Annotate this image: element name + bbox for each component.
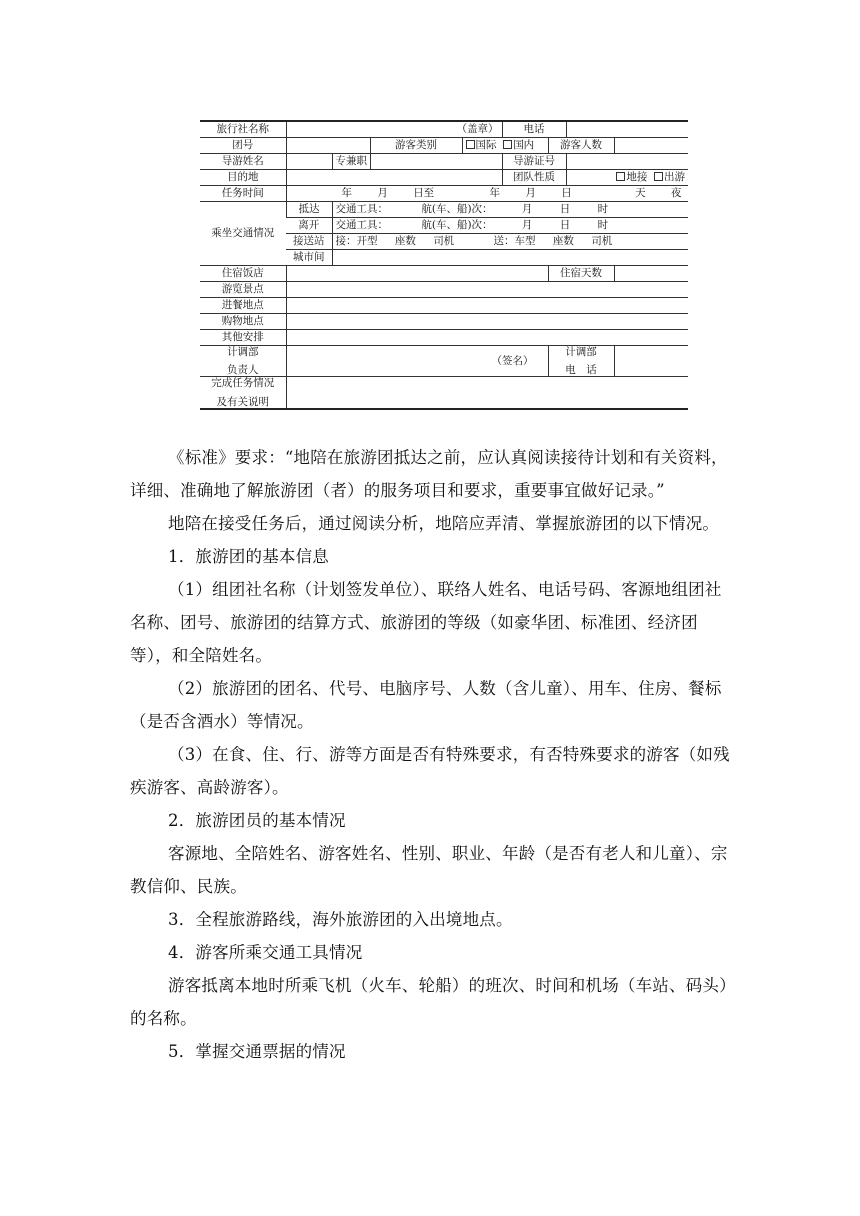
section-heading: 4．游客所乘交通工具情况 [168,943,363,962]
row-destination [200,170,688,186]
row-sights [200,282,688,298]
label-transport: 乘坐交通情况 [200,202,286,266]
label-shopping: 购物地点 [200,314,286,330]
row-agency [200,121,688,138]
value-guide-name [286,154,332,170]
text-days: 天 [635,187,646,200]
value-hotel [286,266,548,282]
value-stay-days [614,266,688,282]
row-other [200,330,688,346]
text-dispatch-head: 负责人 [227,363,259,376]
label-role: 专兼职 [332,154,370,170]
value-intercity [332,250,688,266]
text-nights: 夜 [670,187,682,200]
text-completion-note: 及有关说明 [216,395,269,408]
text-year: 年 [341,187,352,200]
value-transfer [332,234,688,250]
section-heading: 3．全程旅游路线，海外旅游团的入出境地点。 [168,910,513,929]
section-heading: 1．旅游团的基本信息 [168,547,329,566]
label-license: 导游证号 [502,154,566,170]
paragraph: 游客抵离本地时所乘飞机（火车、轮船）的班次、时间和机场（车站、码头）的名称。 [130,976,728,1028]
value-group-no [286,138,370,154]
text-hour: 时 [597,203,609,216]
text-driver: 司机 [433,235,455,248]
label-arrive: 抵达 [286,202,332,218]
label-tourist-type: 游客类别 [370,138,462,154]
row-task-time [200,186,688,202]
row-group [200,138,688,154]
row-guide [200,154,688,170]
label-destination: 目的地 [200,170,286,186]
text-tool: 交通工具： [335,203,388,216]
label-guide-name: 导游姓名 [200,154,286,170]
section-heading: 5．掌握交通票据的情况 [168,1042,346,1061]
value-sights [286,282,688,298]
text-model: 开型 [356,235,378,248]
checkbox-icon [616,172,625,181]
value-dining [286,298,688,314]
section-heading: 2．旅游团员的基本情况 [168,811,346,830]
text-tool: 交通工具： [335,219,388,232]
row-hotel [200,266,688,282]
tour-task-form [200,120,688,410]
text-pickup: 接： [335,235,357,248]
option-intl: 国际 [475,139,497,152]
label-stay-days: 住宿天数 [548,266,614,282]
label-leave: 离开 [286,218,332,234]
paragraph: （2）旅游团的团名、代号、电脑序号、人数（含儿童）、用车、住房、餐标（是否含酒水）等情况。 [130,679,722,731]
text-dispatch-dept: 计调部 [227,346,259,358]
value-phone [566,121,688,138]
checkbox-icon [503,140,512,149]
value-leave [332,218,688,234]
text-driver: 司机 [591,235,613,248]
text-day: 日 [559,203,571,216]
paragraph: 《标准》要求：“地陪在旅游团抵达之前，应认真阅读接待计划和有关资料，详细、准确地了解旅游团（者）的服务项目和要求，重要事宜做好记录。” [130,448,728,500]
text-completion: 完成任务情况 [211,377,275,390]
form-table [200,120,688,410]
value-role [370,154,502,170]
paragraph: （1）组团社名称（计划签发单位）、联络人姓名、电话号码、客源地组团社名称、团号、旅游团的结算方式、旅游团的等级（如豪华团、标准团、经济团等），和全陪姓名。 [130,580,722,665]
label-intercity: 城市间 [286,250,332,266]
value-arrive [332,202,688,218]
checkbox-icon [466,140,475,149]
text-dropoff: 送： [493,235,515,248]
label-other: 其他安排 [200,330,286,346]
row-dispatch [200,346,688,377]
text-month: 月 [525,187,536,200]
label-stamp: （盖章） [286,121,502,138]
text-day: 日 [561,187,572,200]
label-task-time: 任务时间 [200,186,286,202]
value-license [566,154,688,170]
value-task-time [286,186,688,202]
text-day: 日 [559,219,571,232]
label-tourist-count: 游客人数 [548,138,614,154]
text-flight: 航(车、船)次： [421,203,493,216]
paragraph: 客源地、全陪姓名、游客姓名、性别、职业、年龄（是否有老人和儿童）、宗教信仰、民族。 [130,844,728,896]
option-local: 地接 [626,171,648,184]
text-month: 月 [521,203,533,216]
row-transport-arrive [200,202,688,218]
label-group-no: 团号 [200,138,286,154]
label-completion [200,377,286,410]
label-hotel: 住宿饭店 [200,266,286,282]
text-month: 月 [377,187,388,200]
label-dining: 进餐地点 [200,298,286,314]
label-dispatch-phone [548,346,614,377]
value-dispatch-phone [614,346,688,377]
value-destination [286,170,502,186]
label-team-nature: 团队性质 [502,170,566,186]
value-tourist-count [614,138,688,154]
team-nature-options [566,170,688,186]
row-shopping [200,314,688,330]
text-dispatch-dept: 计调部 [565,346,597,358]
label-dispatch-head [200,346,286,377]
text-car-model: 车型 [514,235,536,248]
value-shopping [286,314,688,330]
row-dining [200,298,688,314]
text-seats: 座数 [552,235,574,248]
value-other [286,330,688,346]
text-day-to: 日至 [413,187,435,200]
option-outbound: 出游 [664,171,686,184]
label-signature: （签名） [286,346,548,377]
text-month: 月 [521,219,533,232]
text-hour: 时 [597,219,609,232]
label-transfer: 接送站 [286,234,332,250]
label-phone: 电话 [502,121,566,138]
paragraph: （3）在食、住、行、游等方面是否有特殊要求，有否特殊要求的游客（如残疾游客、高龄游客）。 [130,745,730,797]
body-text [130,441,730,1068]
text-seats: 座数 [394,235,416,248]
text-year: 年 [489,187,501,200]
checkbox-icon [654,172,663,181]
row-completion [200,377,688,410]
text-dispatch-phone: 电 话 [565,363,597,376]
option-domestic: 国内 [513,139,535,152]
label-agency: 旅行社名称 [200,121,286,138]
tourist-type-options [462,138,548,154]
value-completion [286,377,688,410]
paragraph: 地陪在接受任务后，通过阅读分析，地陪应弄清、掌握旅游团的以下情况。 [168,514,720,533]
text-flight: 航(车、船)次： [421,219,493,232]
label-sights: 游览景点 [200,282,286,298]
